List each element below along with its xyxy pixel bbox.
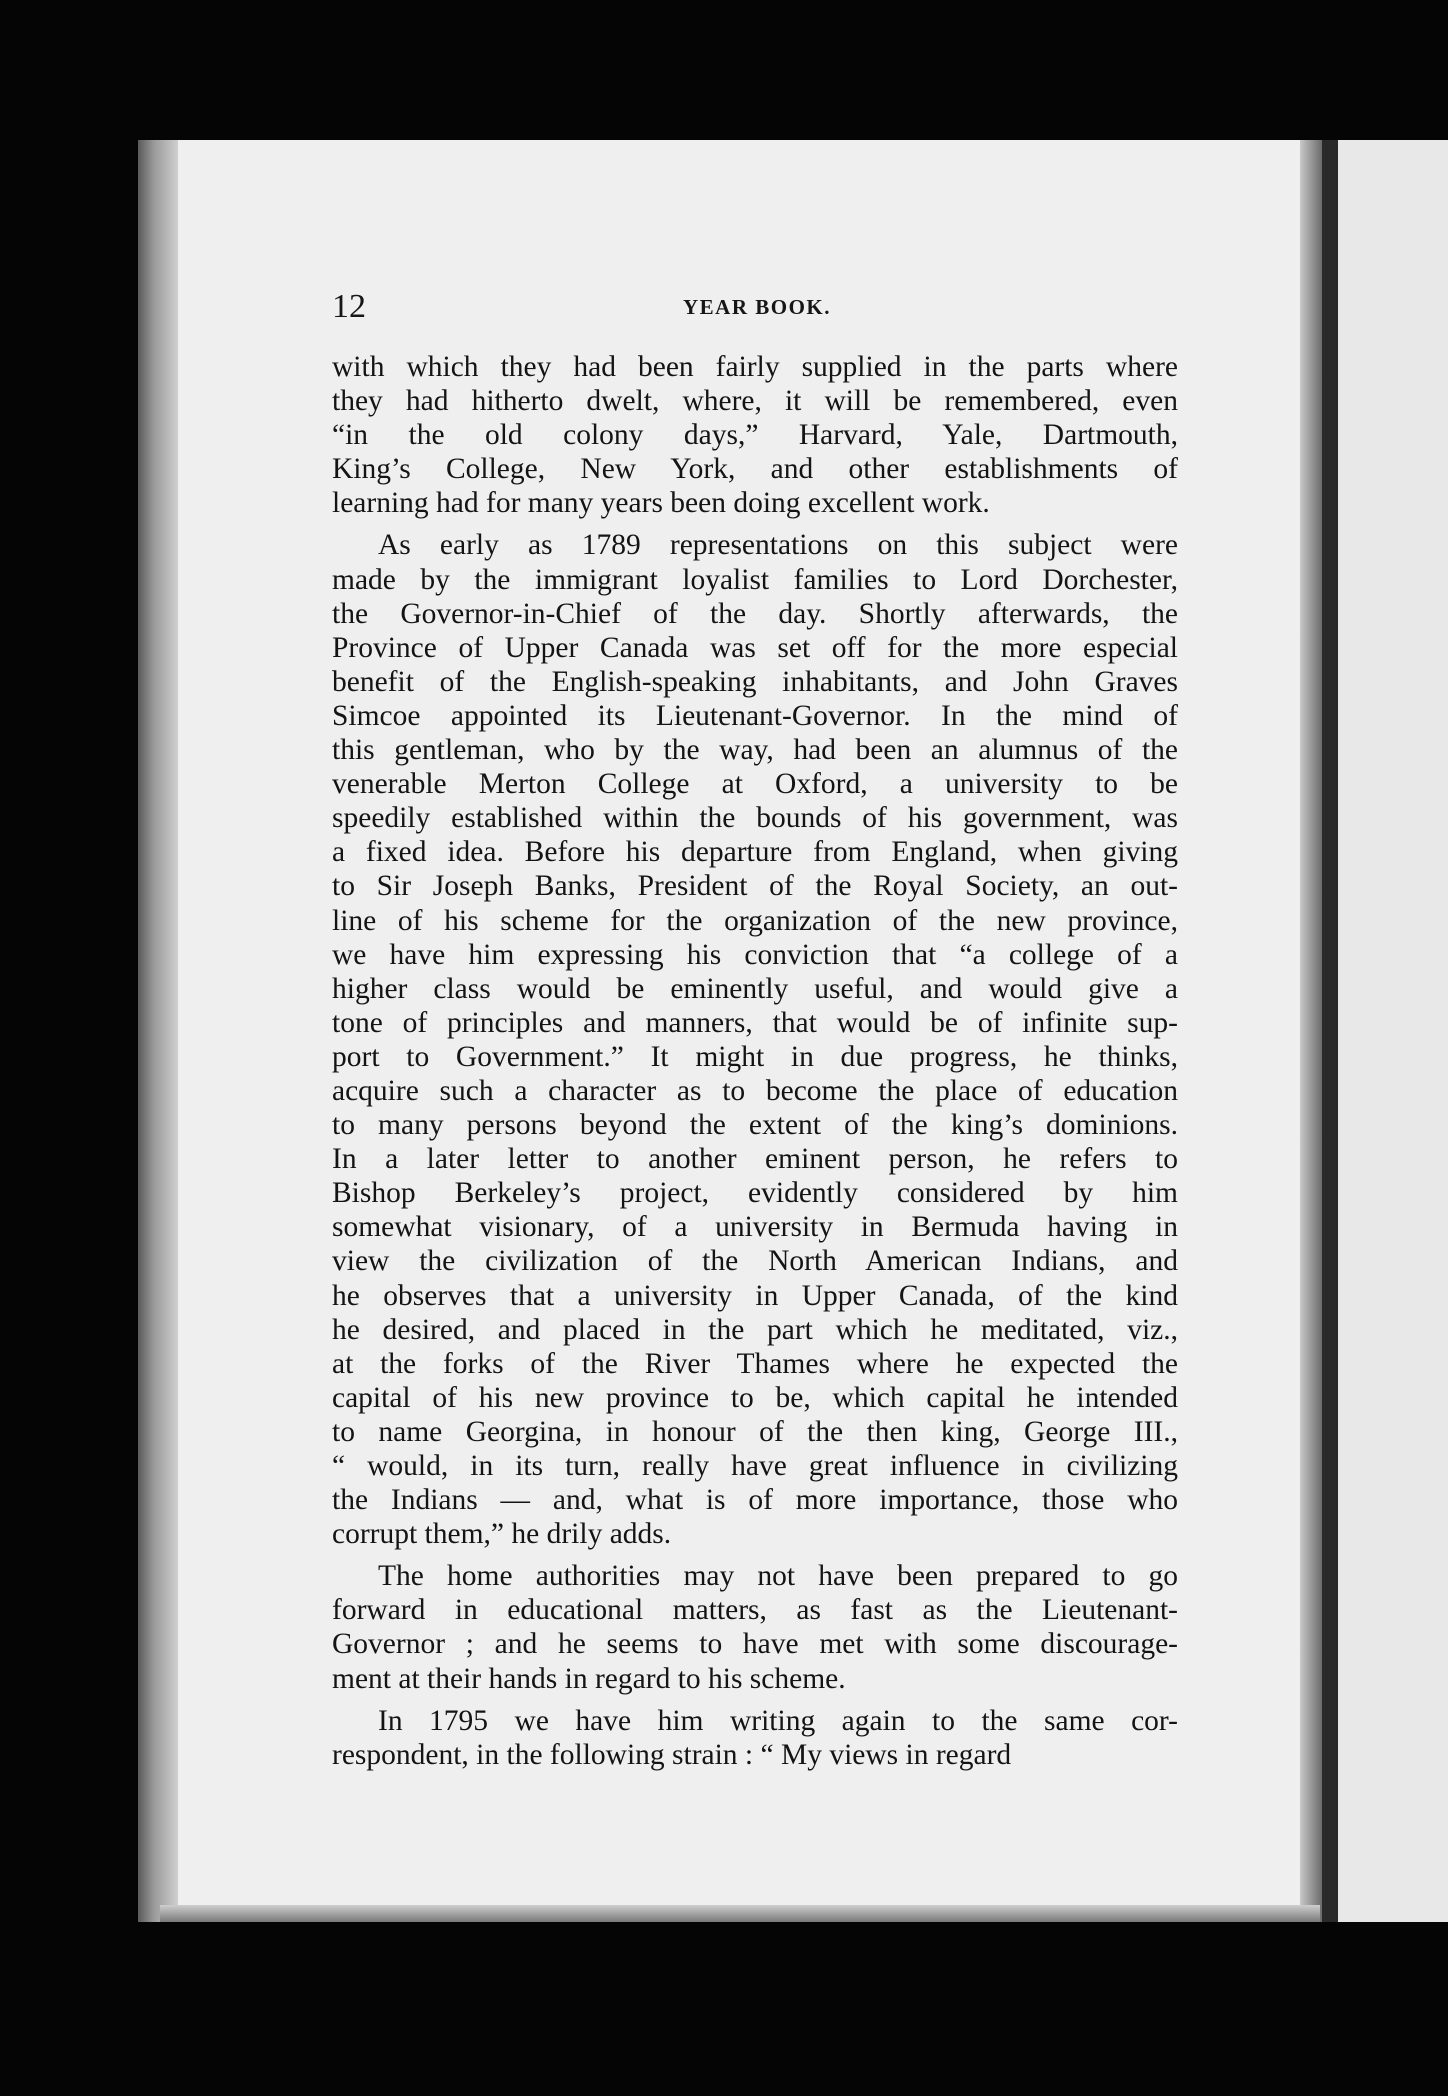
text-line: port to Government.” It might in due progress, he thinks, (332, 1040, 1178, 1073)
facing-page (1322, 140, 1448, 1922)
text-line: made by the immigrant loyalist families to Lord Dorchester, (332, 563, 1178, 596)
text-line: Governor ; and he seems to have met with some discourage- (332, 1628, 1178, 1661)
paragraph-gap (332, 1551, 1178, 1559)
text-line: In 1795 we have him writing again to the same cor- (378, 1704, 1178, 1737)
paragraph-gap (332, 520, 1178, 528)
paragraph (332, 1559, 1178, 1695)
text-line: they had hitherto dwelt, where, it will be remembered, even (332, 385, 1178, 418)
text-line: to name Georgina, in honour of the then king, George III., (332, 1415, 1178, 1448)
text-line: capital of his new province to be, which capital he intended (332, 1381, 1178, 1414)
text-line: venerable Merton College at Oxford, a university to be (332, 768, 1178, 801)
text-line: Simcoe appointed its Lieutenant-Governor. In the mind of (332, 699, 1178, 732)
page-bottom-edge (160, 1905, 1320, 1922)
body-text (332, 350, 1178, 1772)
text-line: “ would, in its turn, really have great influence in civilizing (332, 1450, 1178, 1482)
text-line: “in the old colony days,” Harvard, Yale, Dartmouth, (332, 419, 1178, 452)
text-line: we have him expressing his conviction that “a college of a (332, 938, 1178, 971)
text-line: respondent, in the following strain : “ My views in regard (332, 1738, 1012, 1771)
running-title: YEAR BOOK. (682, 295, 831, 319)
text-line: he desired, and placed in the part which he meditated, viz., (332, 1313, 1178, 1346)
paragraph-gap (332, 1696, 1178, 1704)
text-line: forward in educational matters, as fast as the Lieutenant- (332, 1594, 1178, 1627)
text-line: In a later letter to another eminent person, he refers to (332, 1143, 1178, 1176)
text-line: Province of Upper Canada was set off for the more especial (332, 631, 1178, 664)
paragraph (332, 1704, 1178, 1772)
text-line: As early as 1789 representations on this subject were (378, 529, 1178, 562)
text-line: learning had for many years been doing excellent work. (332, 487, 990, 520)
running-head (332, 288, 1182, 338)
text-line: somewhat visionary, of a university in Bermuda having in (332, 1211, 1178, 1244)
text-line: to Sir Joseph Banks, President of the Royal Society, an out- (332, 870, 1178, 903)
text-line: line of his scheme for the organization of the new province, (332, 904, 1178, 937)
text-line: speedily established within the bounds of his government, was (332, 802, 1178, 835)
paragraph (332, 528, 1178, 1551)
text-line: the Indians — and, what is of more importance, those who (332, 1484, 1178, 1517)
page-number: 12 (332, 288, 366, 325)
text-line: with which they had been fairly supplied in the parts where (332, 351, 1178, 383)
text-line: corrupt them,” he drily adds. (332, 1518, 672, 1551)
facing-page-edge (1322, 140, 1338, 1922)
text-line: at the forks of the River Thames where he expected the (332, 1347, 1178, 1380)
page-binding-edge (138, 140, 178, 1922)
text-line: view the civilization of the North American Indians, and (332, 1245, 1178, 1278)
text-line: higher class would be eminently useful, and would give a (332, 972, 1178, 1005)
text-line: acquire such a character as to become the place of education (332, 1074, 1178, 1107)
text-line: The home authorities may not have been prepared to go (378, 1560, 1178, 1593)
text-line: tone of principles and manners, that would be of infinite sup- (332, 1006, 1178, 1039)
text-line: this gentleman, who by the way, had been an alumnus of the (332, 734, 1178, 767)
text-line: Bishop Berkeley’s project, evidently considered by him (332, 1177, 1178, 1210)
page-gutter-shadow (1300, 140, 1322, 1922)
text-line: the Governor-in-Chief of the day. Shortly afterwards, the (332, 597, 1178, 630)
text-line: ment at their hands in regard to his scheme. (332, 1662, 846, 1695)
text-line: he observes that a university in Upper Canada, of the kind (332, 1279, 1178, 1312)
text-line: benefit of the English-speaking inhabitants, and John Graves (332, 665, 1178, 698)
paragraph (332, 350, 1178, 520)
text-line: King’s College, New York, and other establishments of (332, 453, 1178, 486)
text-line: to many persons beyond the extent of the king’s dominions. (332, 1109, 1178, 1142)
text-line: a fixed idea. Before his departure from England, when giving (332, 836, 1178, 869)
